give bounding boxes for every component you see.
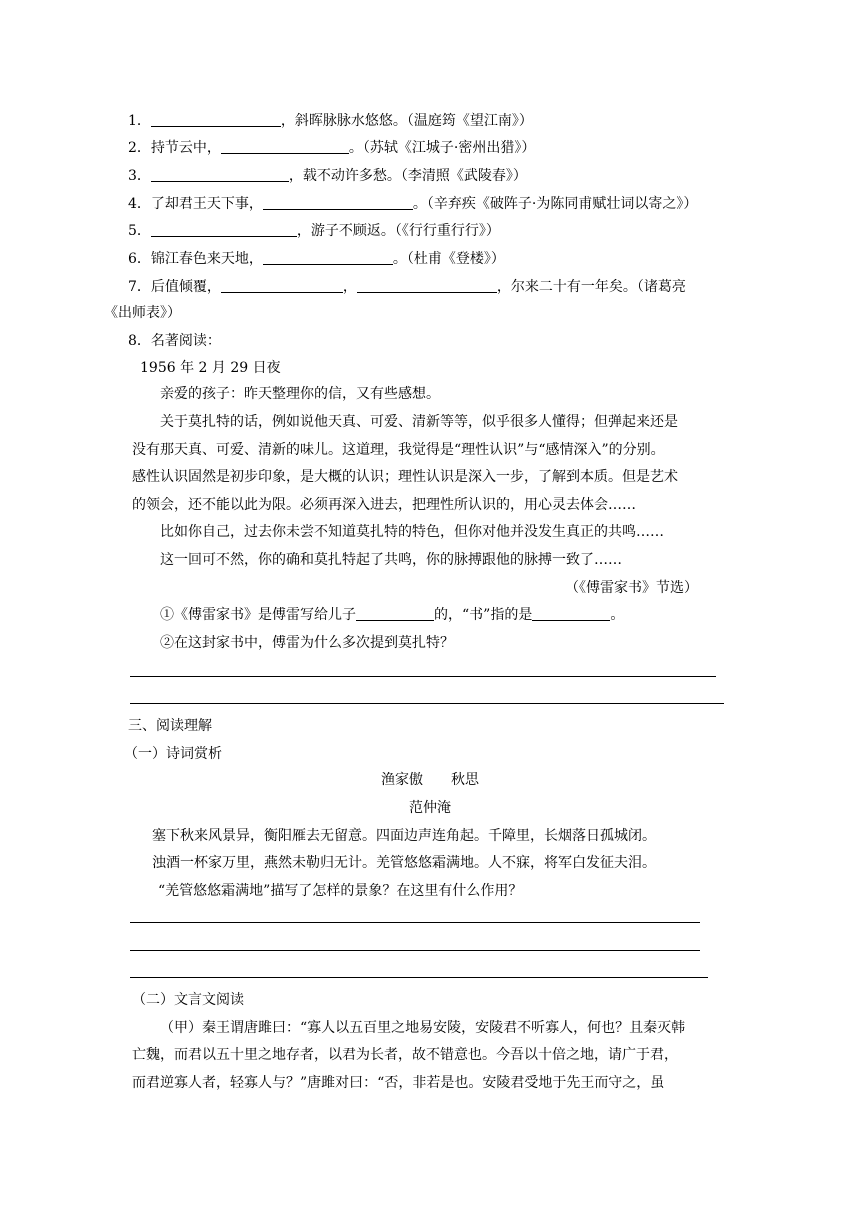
answer-line[interactable] <box>130 922 700 923</box>
answer-blank[interactable] <box>221 139 349 154</box>
poem-line: 塞下秋来风景异，衡阳雁去无留意。四面边声连角起。千障里，长烟落日孤城闭。 <box>152 828 656 844</box>
letter-line: 的领会，还不能以此为限。必须再深入进去，把理性所认识的，用心灵去体会…… <box>132 497 636 513</box>
answer-blank[interactable] <box>151 112 281 127</box>
classical-line: （甲）秦王谓唐雎曰：“寡人以五百里之地易安陵，安陵君不听寡人，何也？且秦灭韩 <box>160 1020 686 1036</box>
answer-line[interactable] <box>130 977 708 978</box>
letter-line: 没有那天真、可爱、清新的味儿。这道理，我觉得是“理性认识”与“感情深入”的分别。 <box>132 442 665 458</box>
letter-line: 比如你自己，过去你未尝不知道莫扎特的特色，但你对他并没发生真正的共鸣…… <box>160 524 664 540</box>
classical-line: 亡魏，而君以五十里之地存者，以君为长者，故不错意也。今吾以十倍之地，请广于君， <box>132 1047 678 1063</box>
answer-blank[interactable] <box>263 250 393 265</box>
question-7-wrap: 《出师表》） <box>104 305 181 321</box>
question-2: 2．持节云中， 。（苏轼《江城子·密州出猎》） <box>128 140 536 156</box>
letter-line: 亲爱的孩子：昨天整理你的信，又有些感想。 <box>160 386 440 402</box>
poem-line: 浊酒一杯家万里，燕然未勒归无计。羌管悠悠霜满地。人不寐，将军白发征夫泪。 <box>152 855 656 871</box>
poem-author: 范仲淹 <box>409 800 451 816</box>
question-8-sub2: ②在这封家书中，傅雷为什么多次提到莫扎特？ <box>160 635 454 651</box>
answer-blank[interactable] <box>263 195 413 210</box>
question-5: 5． ，游子不顾返。（《行行重行行》） <box>128 223 500 239</box>
question-8-sub1: ①《傅雷家书》是傅雷写给儿子 的，“书”指的是 。 <box>160 607 625 623</box>
answer-line[interactable] <box>130 703 724 704</box>
answer-blank[interactable] <box>357 278 497 293</box>
answer-line[interactable] <box>130 950 700 951</box>
part-1-title: （一）诗词赏析 <box>124 746 222 762</box>
letter-date: 1956 年 2 月 29 日夜 <box>140 360 281 376</box>
letter-line: 这一回可不然，你的确和莫扎特起了共鸣，你的脉搏跟他的脉搏一致了…… <box>160 552 622 568</box>
section-3-title: 三、阅读理解 <box>128 718 212 734</box>
question-1: 1． ，斜晖脉脉水悠悠。（温庭筠《望江南》） <box>128 113 533 129</box>
poem-title: 渔家傲 秋思 <box>381 772 479 788</box>
answer-blank[interactable] <box>356 606 434 621</box>
letter-source: （《傅雷家书》节选） <box>565 580 698 596</box>
answer-blank[interactable] <box>221 278 343 293</box>
classical-line: 而君逆寡人者，轻寡人与？”唐雎对曰：“否，非若是也。安陵君受地于先王而守之，虽 <box>132 1075 665 1091</box>
question-3: 3． ，载不动许多愁。（李清照《武陵春》） <box>128 168 527 184</box>
question-8-title: 8．名著阅读： <box>128 333 221 349</box>
answer-blank[interactable] <box>151 167 289 182</box>
letter-line: 感性认识固然是初步印象，是大概的认识；理性认识是深入一步，了解到本质。但是艺术 <box>132 469 678 485</box>
answer-blank[interactable] <box>532 606 610 621</box>
part-2-title: （二）文言文阅读 <box>132 992 244 1008</box>
question-6: 6．锦江春色来天地， 。（杜甫《登楼》） <box>128 251 505 267</box>
answer-blank[interactable] <box>151 222 297 237</box>
question-7: 7．后值倾覆， ， ，尔来二十有一年矣。（诸葛亮 <box>128 279 686 295</box>
letter-line: 关于莫扎特的话，例如说他天真、可爱、清新等等，似乎很多人懂得；但弹起来还是 <box>160 414 678 430</box>
answer-line[interactable] <box>130 676 716 677</box>
poem-question: “羌管悠悠霜满地”描写了怎样的景象？在这里有什么作用？ <box>158 883 523 899</box>
question-4: 4．了却君王天下事， 。（辛弃疾《破阵子·为陈同甫赋壮词以寄之》） <box>128 196 698 212</box>
